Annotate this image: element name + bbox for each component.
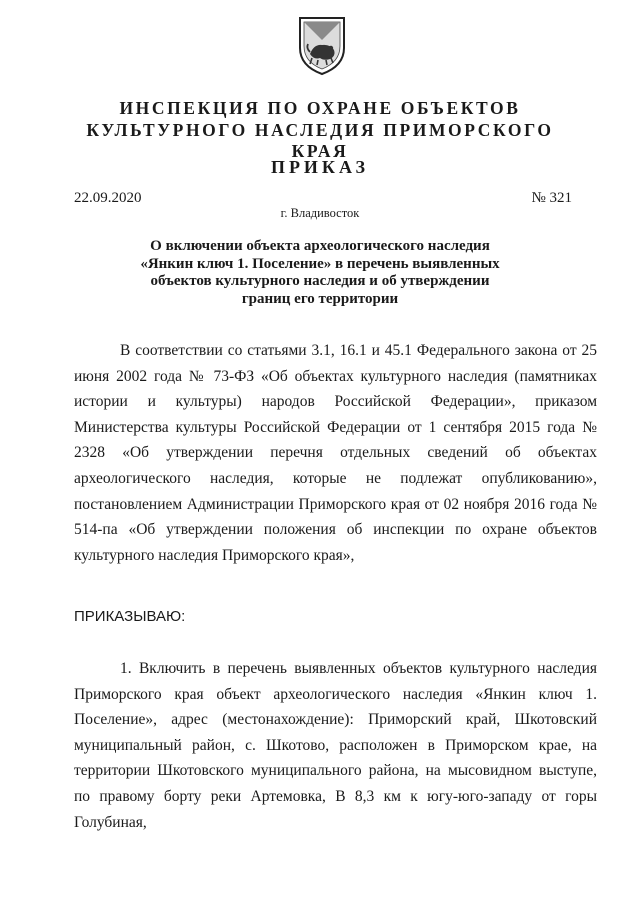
document-type: ПРИКАЗ — [270, 157, 370, 177]
organization-name-line1: ИНСПЕКЦИЯ ПО ОХРАНЕ ОБЪЕКТОВ — [119, 98, 521, 118]
title-line: объектов культурного наследия и об утверждении — [150, 273, 490, 289]
organization-name-line2: КУЛЬТУРНОГО НАСЛЕДИЯ ПРИМОРСКОГО КРАЯ — [86, 120, 554, 161]
title-line: границ его территории — [241, 290, 399, 307]
title-line: «Янкин ключ 1. Поселение» в перечень выявленных — [140, 255, 500, 272]
document-number: № 321 — [531, 190, 572, 206]
preamble-paragraph: В соответствии со статьями 3.1, 16.1 и 45.1 Федерального закона от 25 июня 2002 года № 73-ФЗ «Об объектах культурного наследия (памятниках истории и культуры) народов Российской Федерации», приказом Министерства культуры Российской Федерации от 1 сентября 2015 года № 2328 «Об утверждении перечня отдельных сведений об объектах археологического наследия, которые не подлежат опубликованию», постановлением Администрации Приморского края от 02 ноября 2016 года № 514-па «Об утверждении положения об инспекции по охране объектов культурного наследия Приморского края», — [74, 342, 597, 564]
document-city: г. Владивосток — [280, 206, 360, 220]
document-date: 22.09.2020 — [74, 190, 142, 206]
coat-of-arms-emblem — [296, 14, 348, 76]
order-item-1: 1. Включить в перечень выявленных объектов культурного наследия Приморского края объект археологического наследия «Янкин ключ 1. Поселение», адрес (местонахождение): Приморский край, Шкотовский муниципальный район, с. Шкотово, расположен в Приморском крае, на территории Шкотовского муниципального района, на мысовидном выступе, по правому борту реки Артемовка, В 8,3 км к югу-юго-западу от горы Голубиная, — [74, 660, 597, 831]
title-line: О включении объекта археологического наследия — [150, 238, 490, 254]
order-word: ПРИКАЗЫВАЮ: — [74, 608, 186, 625]
document-title — [140, 238, 500, 308]
